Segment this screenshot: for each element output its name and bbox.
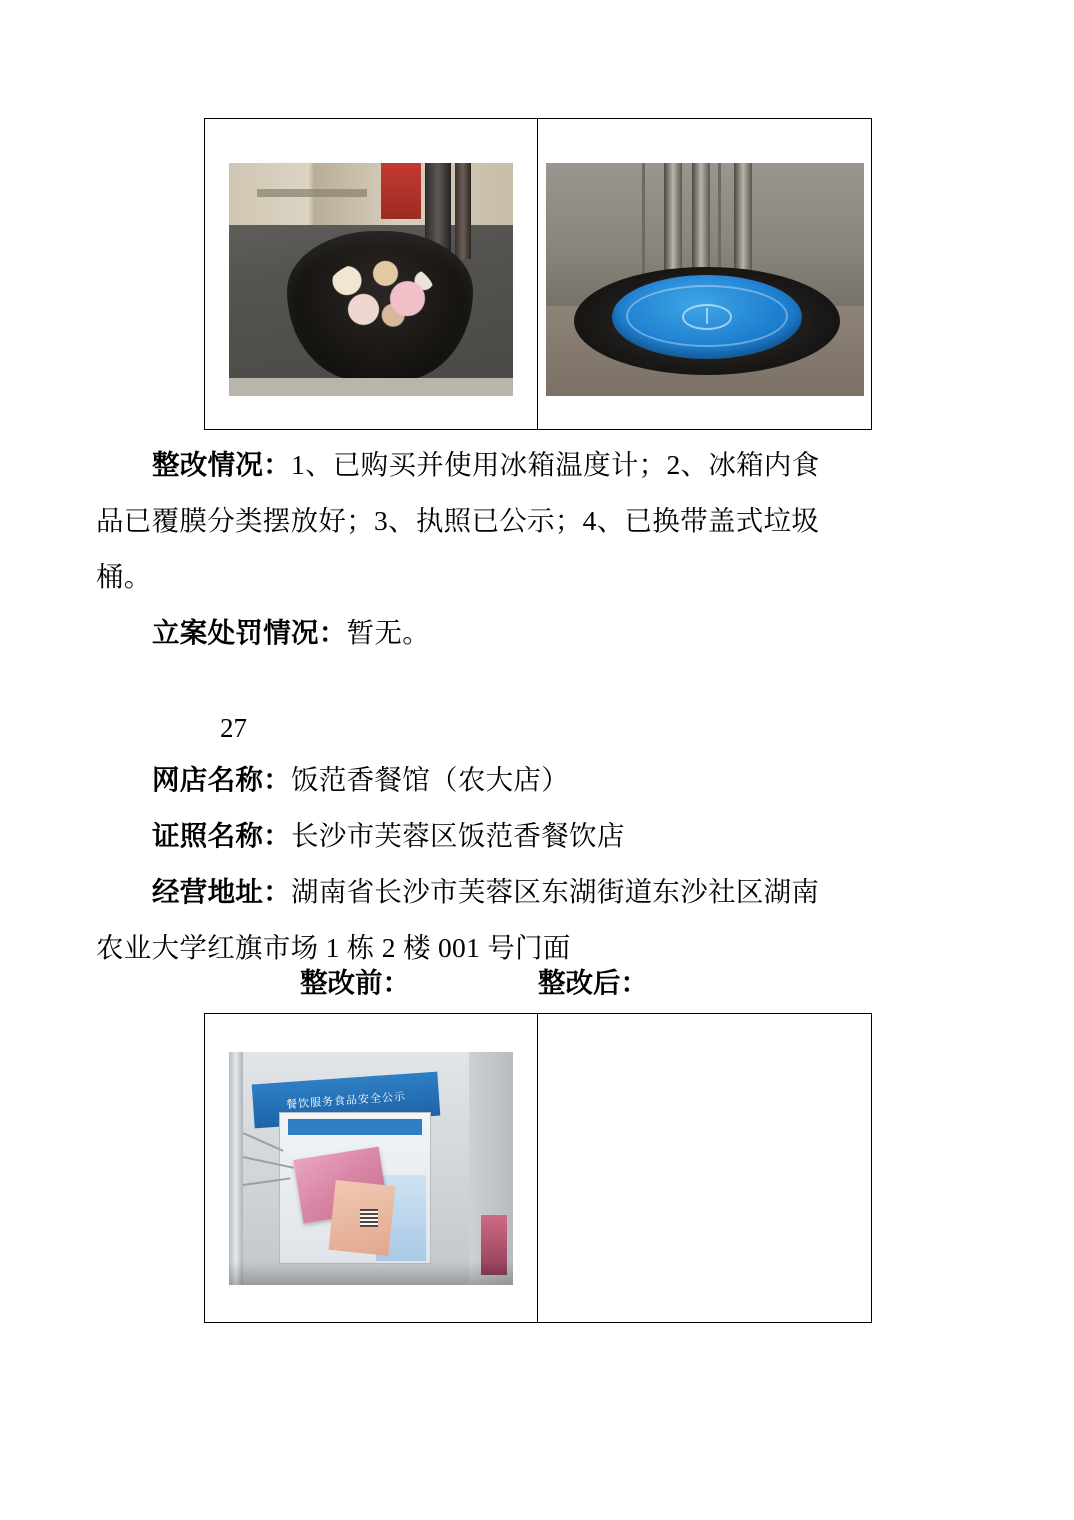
blue-lid-trash-bin-photo — [546, 163, 864, 396]
penalty-status-paragraph — [96, 605, 978, 661]
colon-2: ： — [318, 617, 347, 648]
penalty-status-value: 暂无。 — [346, 617, 431, 648]
shop-name-row — [96, 752, 978, 808]
colon-3: ： — [263, 764, 292, 795]
address-value-line1: 湖南省长沙市芙蓉区东湖街道东沙社区湖南 — [291, 876, 820, 907]
rectification-status-text-line3: 桶。 — [96, 561, 152, 592]
caption-before-label: 整改前： — [300, 967, 410, 998]
colon-5: ： — [263, 876, 292, 907]
entry-number: 27 — [220, 713, 247, 743]
shop-name-label: 网店名称 — [152, 764, 264, 795]
photo-table-top — [204, 118, 872, 430]
license-name-value: 长沙市芙蓉区饭范香餐饮店 — [291, 820, 625, 851]
photo-caption-row — [204, 960, 872, 1006]
colon-1: ： — [263, 449, 292, 480]
photo-cell-before-2 — [205, 1014, 538, 1322]
trash-bag-with-waste-photo — [229, 163, 513, 396]
rectification-status-label: 整改情况 — [152, 449, 264, 480]
photo-table-bottom — [204, 1013, 872, 1323]
license-name-row — [96, 808, 978, 864]
banner-text: 餐饮服务食品安全公示 — [285, 1090, 407, 1111]
shop-name-value: 饭范香餐馆（农大店） — [291, 764, 570, 795]
rectification-status-text-line1: 1、已购买并使用冰箱温度计；2、冰箱内食 — [291, 449, 820, 480]
address-label: 经营地址 — [152, 876, 264, 907]
photo-cell-after-2 — [538, 1014, 871, 1322]
caption-after-label: 整改后： — [538, 967, 648, 998]
penalty-status-label: 立案处罚情况 — [152, 617, 319, 648]
colon-4: ： — [263, 820, 292, 851]
license-publicity-board-photo — [229, 1052, 513, 1285]
photo-cell-after — [538, 119, 871, 429]
rectification-status-paragraph — [96, 437, 978, 605]
address-value-line2: 农业大学红旗市场 1 栋 2 楼 001 号门面 — [96, 932, 571, 963]
license-name-label: 证照名称 — [152, 820, 264, 851]
rectification-status-text-line2: 品已覆膜分类摆放好；3、执照已公示；4、已换带盖式垃圾 — [96, 505, 820, 536]
photo-cell-before — [205, 119, 538, 429]
